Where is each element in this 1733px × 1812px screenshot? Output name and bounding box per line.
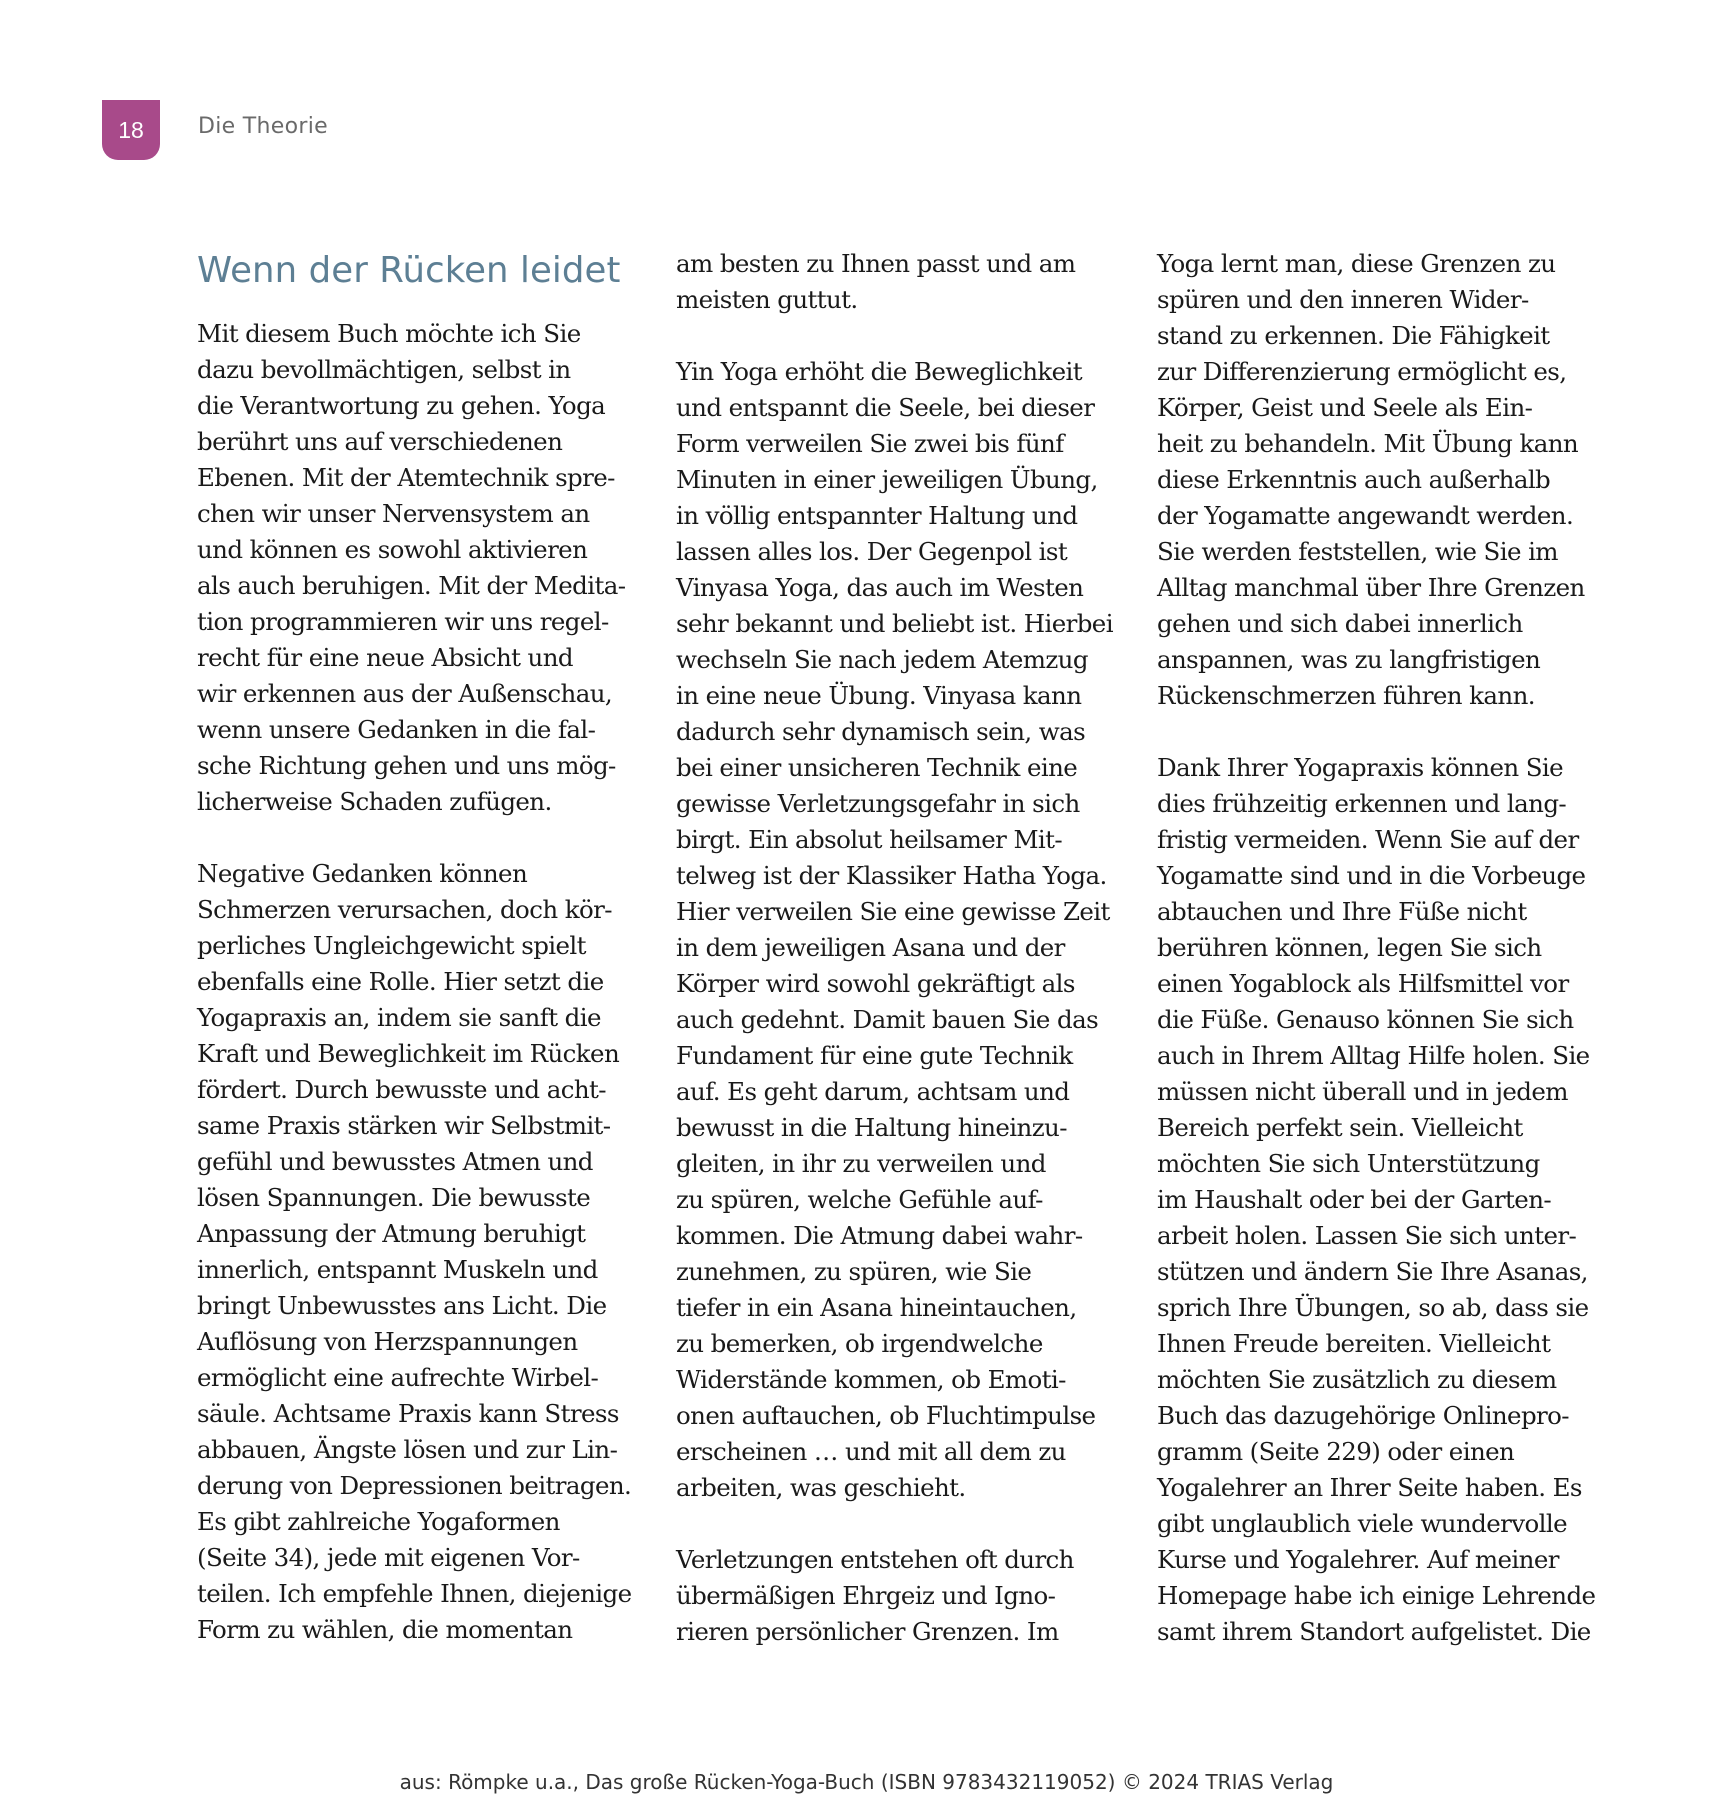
text-line: fördert. Durch bewusste und acht- [197,1075,606,1104]
text-line: zunehmen, zu spüren, wie Sie [676,1257,1032,1286]
text-line: auch in Ihrem Alltag Hilfe holen. Sie [1157,1041,1590,1070]
text-line: tion programmieren wir uns regel- [197,607,609,636]
text-line: Yogapraxis an, indem sie sanft die [197,1003,601,1032]
text-column-1 [197,246,632,1648]
text-line: gleiten, in ihr zu verweilen und [676,1149,1046,1178]
text-line: Dank Ihrer Yogapraxis können Sie [1157,753,1564,782]
text-line: Kraft und Beweglichkeit im Rücken [197,1039,620,1068]
text-line: und können es sowohl aktivieren [197,535,588,564]
paragraph [1157,246,1587,714]
text-line: wenn unsere Gedanken in die fal- [197,715,596,744]
text-line: onen auftauchen, ob Fluchtimpulse [676,1401,1096,1430]
text-line: arbeit holen. Lassen Sie sich unter- [1157,1221,1577,1250]
text-line: auf. Es geht darum, achtsam und [676,1077,1070,1106]
text-line: Verletzungen entstehen oft durch [676,1545,1074,1574]
text-line: bei einer unsicheren Technik eine [676,753,1078,782]
text-line: einen Yogablock als Hilfsmittel vor [1157,969,1569,998]
text-line: derung von Depressionen beitragen. [197,1471,632,1500]
paragraph [197,856,632,1648]
text-line: sprich Ihre Übungen, so ab, dass sie [1157,1293,1589,1322]
text-line: innerlich, entspannt Muskeln und [197,1255,598,1284]
text-line: Buch das dazugehörige Onlinepro- [1157,1401,1569,1430]
text-line: chen wir unser Nervensystem an [197,499,590,528]
text-line: sche Richtung gehen und uns mög- [197,751,616,780]
text-line: zur Differenzierung ermöglicht es, [1157,357,1567,386]
paragraph [1157,750,1596,1650]
paragraph [197,316,627,820]
text-line: gramm (Seite 229) oder einen [1157,1437,1515,1466]
text-line: möchten Sie zusätzlich zu diesem [1157,1365,1557,1394]
text-line: bringt Unbewusstes ans Licht. Die [197,1291,607,1320]
text-line: berührt uns auf verschiedenen [197,427,563,456]
text-line: zu spüren, welche Gefühle auf- [676,1185,1043,1214]
text-line: und entspannt die Seele, bei dieser [676,393,1095,422]
text-line: gewisse Verletzungsgefahr in sich [676,789,1080,818]
text-line: als auch beruhigen. Mit der Medita- [197,571,626,600]
running-head: Die Theorie [198,114,328,139]
text-line: Rückenschmerzen führen kann. [1157,681,1535,710]
paragraph [676,1542,1106,1650]
text-line: erscheinen … und mit all dem zu [676,1437,1066,1466]
footer-credit: aus: Römpke u.a., Das große Rücken-Yoga-Buch (ISBN 9783432119052) © 2024 TRIAS Verlag [399,1770,1334,1794]
paragraph-gap [676,318,1106,354]
text-line: stützen und ändern Sie Ihre Asanas, [1157,1257,1588,1286]
text-line: Fundament für eine gute Technik [676,1041,1073,1070]
text-line: Form zu wählen, die momentan [197,1615,573,1644]
text-line: in völlig entspannter Haltung und [676,501,1078,530]
text-line: Ihnen Freude bereiten. Vielleicht [1157,1329,1551,1358]
text-line: Sie werden feststellen, wie Sie im [1157,537,1558,566]
text-line: rieren persönlicher Grenzen. Im [676,1617,1059,1646]
text-line: abtauchen und Ihre Füße nicht [1157,897,1527,926]
text-line: in dem jeweiligen Asana und der [676,933,1065,962]
text-line: Mit diesem Buch möchte ich Sie [197,319,581,348]
text-line: licherweise Schaden zufügen. [197,787,552,816]
text-line: (Seite 34), jede mit eigenen Vor- [197,1543,580,1572]
text-line: ermöglicht eine aufrechte Wirbel- [197,1363,599,1392]
text-line: birgt. Ein absolut heilsamer Mit- [676,825,1063,854]
text-line: dadurch sehr dynamisch sein, was [676,717,1086,746]
page-number-badge [102,100,160,160]
text-line: Es gibt zahlreiche Yogaformen [197,1507,560,1536]
text-line: Vinyasa Yoga, das auch im Westen [676,573,1084,602]
text-line: dazu bevollmächtigen, selbst in [197,355,571,384]
page-number: 18 [118,116,144,143]
text-line: fristig vermeiden. Wenn Sie auf der [1157,825,1579,854]
paragraph-gap [1157,714,1587,750]
text-line: tiefer in ein Asana hineintauchen, [676,1293,1077,1322]
text-line: zu bemerken, ob irgendwelche [676,1329,1043,1358]
text-line: Yin Yoga erhöht die Beweglichkeit [676,357,1083,386]
text-line: Kurse und Yogalehrer. Auf meiner [1157,1545,1559,1574]
text-line: Yogamatte sind und in die Vorbeuge [1157,861,1586,890]
text-line: Widerstände kommen, ob Emoti- [676,1365,1066,1394]
text-line: Alltag manchmal über Ihre Grenzen [1157,573,1585,602]
text-line: Yoga lernt man, diese Grenzen zu [1157,249,1556,278]
text-line: sehr bekannt und beliebt ist. Hierbei [676,609,1113,638]
text-line: Ebenen. Mit der Atemtechnik spre- [197,463,615,492]
text-line: heit zu behandeln. Mit Übung kann [1157,429,1579,458]
text-line: abbauen, Ängste lösen und zur Lin- [197,1435,618,1464]
text-line: ebenfalls eine Rolle. Hier setzt die [197,967,604,996]
text-line: gefühl und bewusstes Atmen und [197,1147,593,1176]
text-line: Yogalehrer an Ihrer Seite haben. Es [1157,1473,1582,1502]
text-line: spüren und den inneren Wider- [1157,285,1529,314]
text-line: Auflösung von Herzspannungen [197,1327,578,1356]
text-line: der Yogamatte angewandt werden. [1157,501,1574,530]
text-line: auch gedehnt. Damit bauen Sie das [676,1005,1099,1034]
text-line: die Füße. Genauso können Sie sich [1157,1005,1574,1034]
text-line: stand zu erkennen. Die Fähigkeit [1157,321,1550,350]
text-line: anspannen, was zu langfristigen [1157,645,1541,674]
text-line: gibt unglaublich viele wundervolle [1157,1509,1568,1538]
text-line: meisten guttut. [676,285,858,314]
text-line: samt ihrem Standort aufgelistet. Die [1157,1617,1591,1646]
text-line: im Haushalt oder bei der Garten- [1157,1185,1552,1214]
text-line: Homepage habe ich einige Lehrende [1157,1581,1596,1610]
text-line: diese Erkenntnis auch außerhalb [1157,465,1551,494]
text-line: Bereich perfekt sein. Vielleicht [1157,1113,1523,1142]
text-line: müssen nicht überall und in jedem [1157,1077,1568,1106]
paragraph-gap [197,820,627,856]
text-line: recht für eine neue Absicht und [197,643,573,672]
text-column-2 [676,246,1113,1650]
text-line: in eine neue Übung. Vinyasa kann [676,681,1082,710]
text-line: dies frühzeitig erkennen und lang- [1157,789,1567,818]
text-line: telweg ist der Klassiker Hatha Yoga. [676,861,1107,890]
article-heading: Wenn der Rücken leidet [197,250,621,291]
paragraph [676,354,1113,1506]
text-line: Körper, Geist und Seele als Ein- [1157,393,1533,422]
text-line: Form verweilen Sie zwei bis fünf [676,429,1064,458]
text-line: perliches Ungleichgewicht spielt [197,931,586,960]
text-line: lösen Spannungen. Die bewusste [197,1183,591,1212]
text-line: Schmerzen verursachen, doch kör- [197,895,612,924]
text-line: säule. Achtsame Praxis kann Stress [197,1399,619,1428]
text-line: lassen alles los. Der Gegenpol ist [676,537,1068,566]
text-line: die Verantwortung zu gehen. Yoga [197,391,606,420]
text-line: möchten Sie sich Unterstützung [1157,1149,1540,1178]
text-line: Hier verweilen Sie eine gewisse Zeit [676,897,1110,926]
text-line: kommen. Die Atmung dabei wahr- [676,1221,1083,1250]
text-line: wechseln Sie nach jedem Atemzug [676,645,1088,674]
text-line: bewusst in die Haltung hineinzu- [676,1113,1067,1142]
text-line: arbeiten, was geschieht. [676,1473,966,1502]
text-line: berühren können, legen Sie sich [1157,933,1542,962]
text-line: Minuten in einer jeweiligen Übung, [676,465,1098,494]
text-line: teilen. Ich empfehle Ihnen, diejenige [197,1579,632,1608]
text-line: Körper wird sowohl gekräftigt als [676,969,1075,998]
text-line: wir erkennen aus der Außenschau, [197,679,613,708]
text-line: Anpassung der Atmung beruhigt [197,1219,586,1248]
text-line: Negative Gedanken können [197,859,528,888]
text-line: übermäßigen Ehrgeiz und Igno- [676,1581,1056,1610]
paragraph [676,246,1106,318]
text-line: same Praxis stärken wir Selbstmit- [197,1111,611,1140]
text-line: am besten zu Ihnen passt und am [676,249,1076,278]
paragraph-gap [676,1506,1106,1542]
text-column-3 [1157,246,1596,1650]
text-line: gehen und sich dabei innerlich [1157,609,1523,638]
